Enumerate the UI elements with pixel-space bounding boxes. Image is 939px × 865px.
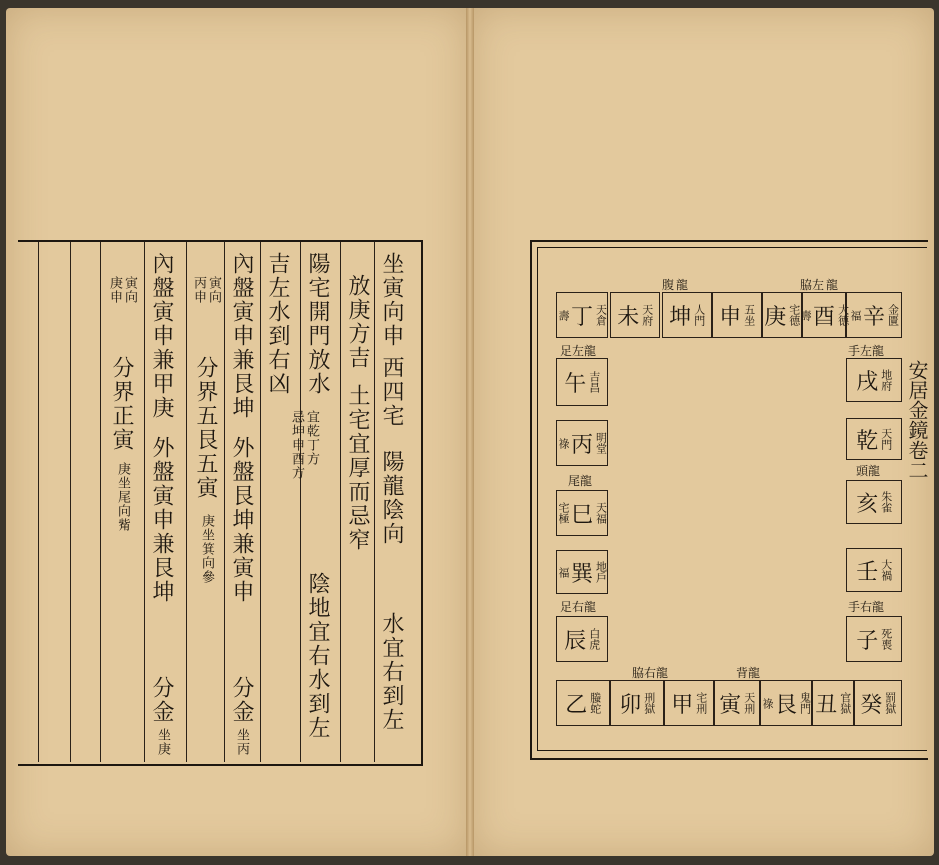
text-column-7: 內盤寅申兼甲庚 (149, 252, 174, 420)
column-rule (224, 242, 225, 762)
cell-qian: 乾 天門 (846, 418, 902, 460)
cell-bing: 祿 丙 明堂 (556, 420, 608, 466)
text-column-3b: 陰地宜右水到左 (305, 572, 330, 740)
column-rule (300, 242, 301, 762)
annotation-left: 丙申 (191, 276, 206, 304)
text-column-2: 放庚方吉 (345, 274, 370, 370)
cell-mao: 卯 刑獄 (610, 680, 664, 726)
cell-si: 宅極 巳 天福 (556, 490, 608, 536)
side-label: 手左龍 (848, 344, 885, 358)
column-rule (374, 242, 375, 762)
annotation-left: 忌坤申酉方 (289, 410, 304, 480)
annotation-right: 宜乾丁方 (304, 410, 319, 466)
cell-wu: 午 吉昌 (556, 358, 608, 406)
column-rule (38, 242, 39, 762)
text-column-1: 坐寅向申 (379, 252, 404, 348)
column-rule (186, 242, 187, 762)
side-label: 尾龍 (568, 474, 593, 488)
column-rule (260, 242, 261, 762)
text-column-4: 吉左水到右凶 (265, 252, 290, 396)
cell-hai: 亥 朱雀 (846, 480, 902, 524)
bottom-label: 脇右龍 (632, 666, 669, 680)
cell-yi: 乙 螣蛇 (556, 680, 610, 726)
cell-wei: 未 天府 (610, 292, 660, 338)
annotation-left: 庚申 (107, 276, 122, 304)
cell-xun: 福 巽 地戶 (556, 550, 608, 594)
annotation-right: 寅向 (122, 276, 137, 304)
side-label: 頭龍 (856, 464, 881, 478)
annotation-column-6: 庚坐箕向參 (199, 514, 214, 584)
book-gutter (466, 8, 474, 856)
column-rule (144, 242, 145, 762)
text-column-7c: 分金 (149, 676, 174, 724)
top-label: 脇 (800, 278, 813, 292)
text-column-1d: 水宜右到左 (379, 612, 404, 732)
side-label: 足左龍 (560, 344, 597, 358)
spine-title: 安居金鏡卷二 (905, 360, 929, 480)
bottom-label: 背龍 (736, 666, 761, 680)
text-column-1c: 陽龍陰向 (379, 450, 404, 546)
annotation-seat: 坐丙 (234, 728, 249, 756)
annotation-right: 寅向 (206, 276, 221, 304)
cell-gui: 癸 罰獄 (854, 680, 902, 726)
annotation-seat: 坐庚 (155, 728, 170, 756)
top-label: 腹 (662, 278, 675, 292)
text-column-5c: 分金 (229, 676, 254, 724)
text-column-2b: 土宅宜厚而忌窄 (345, 384, 370, 552)
cell-kun: 坤 人門 (662, 292, 712, 338)
side-label: 足右龍 (560, 600, 597, 614)
cell-yin: 寅 天刑 (714, 680, 760, 726)
column-rule (70, 242, 71, 762)
cell-you: 壽 酉 大德 (802, 292, 846, 338)
cell-jia: 甲 宅刑 (664, 680, 714, 726)
cell-xin: 福 辛 金匱 (846, 292, 902, 338)
cell-xu: 戌 地府 (846, 358, 902, 402)
text-column-5b: 外盤艮坤兼寅申 (229, 436, 254, 604)
cell-shen: 申 五坐 (712, 292, 762, 338)
column-rule (100, 242, 101, 762)
cell-ren: 壬 大禍 (846, 548, 902, 592)
top-label: 左 (812, 278, 825, 292)
top-label: 龍 (676, 278, 689, 292)
cell-zi: 子 死喪 (846, 616, 902, 662)
text-column-5: 內盤寅申兼艮坤 (229, 252, 254, 420)
cell-chou: 丑 官獄 (812, 680, 854, 726)
side-label: 手右龍 (848, 600, 885, 614)
column-rule (340, 242, 341, 762)
annotation-column-8: 庚坐尾向觜 (115, 462, 130, 532)
cell-ding: 壽 丁 天倉 (556, 292, 608, 338)
text-column-3: 陽宅開門放水 (305, 252, 330, 396)
text-column-8: 分界正寅 (109, 356, 134, 452)
text-column-7b: 外盤寅申兼艮坤 (149, 436, 174, 604)
cell-chen: 辰 白虎 (556, 616, 608, 662)
text-column-1b: 西四宅 (379, 356, 404, 428)
top-label: 龍 (826, 278, 839, 292)
cell-geng: 庚 宅德 (762, 292, 802, 338)
text-column-6: 分界五艮五寅 (193, 356, 218, 500)
cell-gen: 祿 艮 鬼門 (760, 680, 812, 726)
